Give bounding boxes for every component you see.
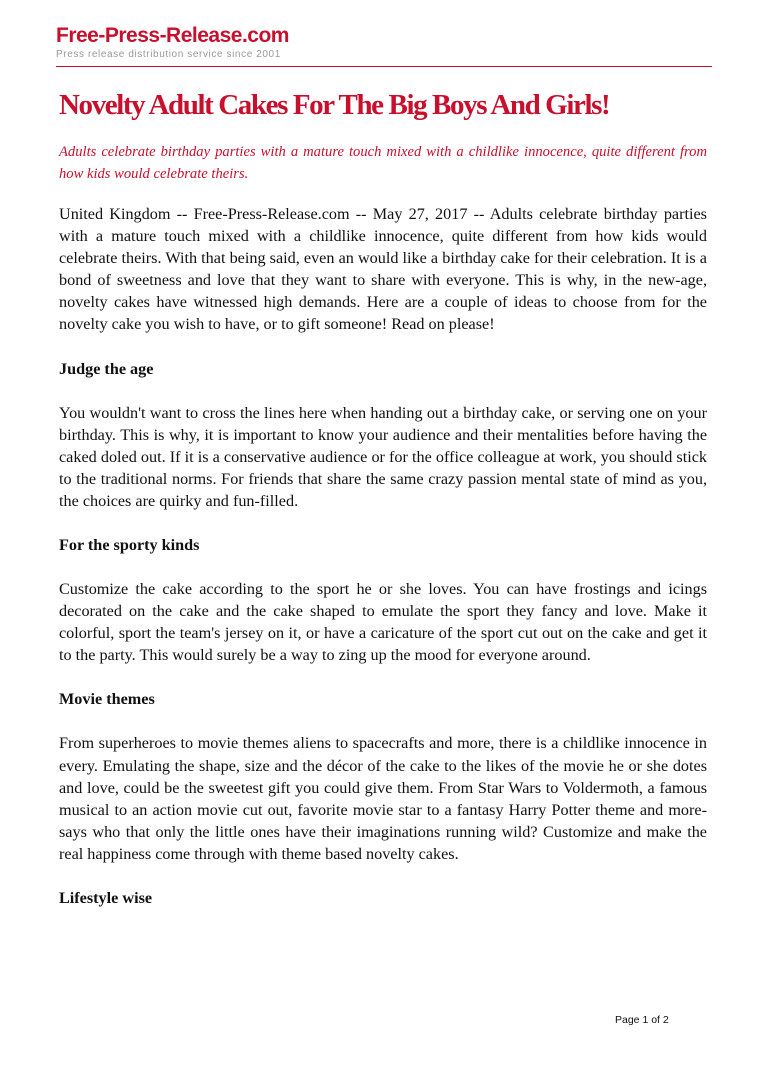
page-number: Page 1 of 2 (615, 1014, 669, 1026)
header-divider (56, 66, 712, 67)
brand-tagline: Press release distribution service since 2001 (56, 49, 281, 60)
intro-paragraph: United Kingdom -- Free-Press-Release.com -- May 27, 2017 -- Adults celebrate birthday parties with a mature touch mixed with a childlike innocence, quite different from how kids would celebrate theirs. With that being said, even an would like a birthday cake for their celebration. It is a bond of sweetness and love that they want to share with everyone. This is why, in the new-age, novelty cakes have witnessed high demands. Here are a couple of ideas to choose from for the novelty cake you wish to have, or to gift someone! Read on please! (59, 205, 707, 334)
article-body (59, 203, 707, 931)
section-paragraph: Customize the cake according to the sport he or she loves. You can have frostings and icings decorated on the cake and the cake shaped to emulate the sport they fancy and love. Make it colorful, sport the team's jersey on it, or have a caricature of the sport cut out on the cake and get it to the party. This would surely be a way to zing up the mood for everyone around. (59, 580, 707, 665)
article-lead: Adults celebrate birthday parties with a mature touch mixed with a childlike innocence, quite different from how kids would celebrate theirs. (59, 144, 707, 182)
site-logo[interactable] (56, 24, 289, 61)
brand-name: Free-Press-Release.com (56, 24, 289, 47)
section-heading: Lifestyle wise (59, 888, 153, 907)
article-title: Novelty Adult Cakes For The Big Boys And Girls! (59, 89, 610, 121)
section-heading: For the sporty kinds (59, 536, 200, 555)
section-heading: Movie themes (59, 690, 155, 709)
section-paragraph: You wouldn't want to cross the lines here when handing out a birthday cake, or serving one on your birthday. This is why, it is important to know your audience and their mentalities before having the caked doled out. If it is a conservative audience or for the office colleague at work, you should stick to the traditional norms. For friends that share the same crazy passion mental state of mind as you, the choices are quirky and fun-filled. (59, 403, 707, 510)
section-paragraph: From superheroes to movie themes aliens to spacecrafts and more, there is a childlike innocence in every. Emulating the shape, size and the décor of the cake to the likes of the movie he or she dotes and love, could be the sweetest gift you could give them. From Star Wars to Voldermoth, a famous musical to an action movie cut out, favorite movie star to a fantasy Harry Potter theme and more- says who that only the little ones have their imaginations running wild? Customize and make the real happiness come through with theme based novelty cakes. (59, 734, 707, 863)
section-heading: Judge the age (59, 359, 154, 378)
